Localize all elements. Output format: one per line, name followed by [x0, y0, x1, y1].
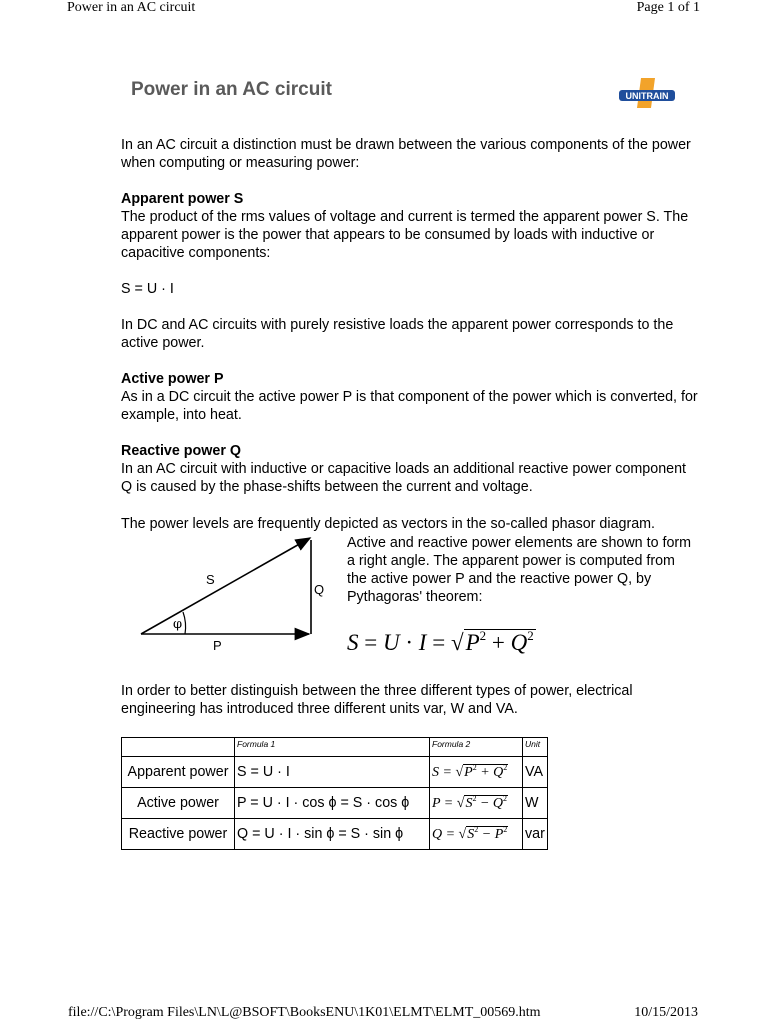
apparent-power-vector — [141, 538, 310, 634]
unitrain-logo — [617, 76, 677, 115]
reactive-power-text: In an AC circuit with inductive or capacitive loads an additional reactive power component Q is caused by the phase-shifts between the current and voltage. — [121, 461, 687, 495]
table-header-row — [122, 738, 548, 757]
q-label: Q — [314, 582, 325, 597]
logo-text: UNITRAIN — [625, 91, 669, 101]
table-row — [122, 819, 548, 850]
pythagoras-formula: $S = U \cdot I = √P^2 + Q^2$ — [347, 628, 534, 655]
row-name: Apparent power — [122, 757, 235, 788]
apparent-power-heading: Apparent power S — [121, 191, 244, 207]
row-unit: W — [523, 788, 548, 819]
table-row — [122, 788, 548, 819]
file-path: file://C:\Program Files\LN\L@BSOFT\BooksENU\1K01\ELMT\ELMT_00569.htm — [68, 1005, 541, 1020]
print-date: 10/15/2013 — [634, 1005, 698, 1020]
phasor-section — [121, 516, 701, 666]
table-row — [122, 757, 548, 788]
active-power-heading: Active power P — [121, 371, 224, 387]
row-formula-2: $Q = √S^2 - P^2$ — [430, 819, 523, 850]
row-formula-2: $S = √P^2 + Q^2$ — [430, 757, 523, 788]
table-header-cell: Formula 2 — [430, 738, 523, 757]
dc-paragraph: In DC and AC circuits with purely resistive loads the apparent power corresponds to the active power. — [121, 317, 674, 351]
table-header-cell: Formula 1 — [235, 738, 430, 757]
active-power-text: As in a DC circuit the active power P is that component of the power which is converted, for example, into heat. — [121, 389, 698, 423]
apparent-power-text: The product of the rms values of voltage and current is termed the apparent power S. The apparent power is the power that appears to be consumed by loads with inductive or capacitive components: — [121, 209, 689, 261]
reactive-power-heading: Reactive power Q — [121, 443, 241, 459]
apparent-power-formula: S = U · I — [121, 281, 174, 297]
document-title: Power in an AC circuit — [131, 79, 332, 100]
p-label: P — [213, 638, 222, 653]
row-formula-1: S = U · I — [235, 757, 430, 788]
table-header-cell — [122, 738, 235, 757]
row-formula-2: $P = √S^2 - Q^2$ — [430, 788, 523, 819]
phi-label: φ — [173, 617, 183, 632]
intro-paragraph: In an AC circuit a distinction must be drawn between the various components of the power when computing or measuring power: — [121, 137, 691, 171]
units-paragraph: In order to better distinguish between the three different types of power, electrical engineering has introduced three different units var, W and VA. — [121, 683, 633, 717]
s-label: S — [206, 572, 215, 587]
phasor-intro: The power levels are frequently depicted as vectors in the so-called phasor diagram. — [121, 516, 656, 532]
phasor-explanation: Active and reactive power elements are shown to form a right angle. The apparent power is computed from the active power P and the reactive power Q, by Pythagoras' theorem: — [347, 535, 692, 605]
document-body — [121, 136, 701, 514]
row-unit: var — [523, 819, 548, 850]
page-number: Page 1 of 1 — [636, 0, 700, 15]
phasor-diagram — [121, 526, 331, 666]
row-name: Reactive power — [122, 819, 235, 850]
table-header-cell: Unit — [523, 738, 548, 757]
row-formula-1: P = U · I · cos ϕ = S · cos ϕ — [235, 788, 430, 819]
row-formula-1: Q = U · I · sin ϕ = S · sin ϕ — [235, 819, 430, 850]
row-unit: VA — [523, 757, 548, 788]
power-units-table — [121, 737, 548, 850]
row-name: Active power — [122, 788, 235, 819]
phi-angle-arc — [183, 612, 186, 634]
page-header-title: Power in an AC circuit — [67, 0, 196, 15]
